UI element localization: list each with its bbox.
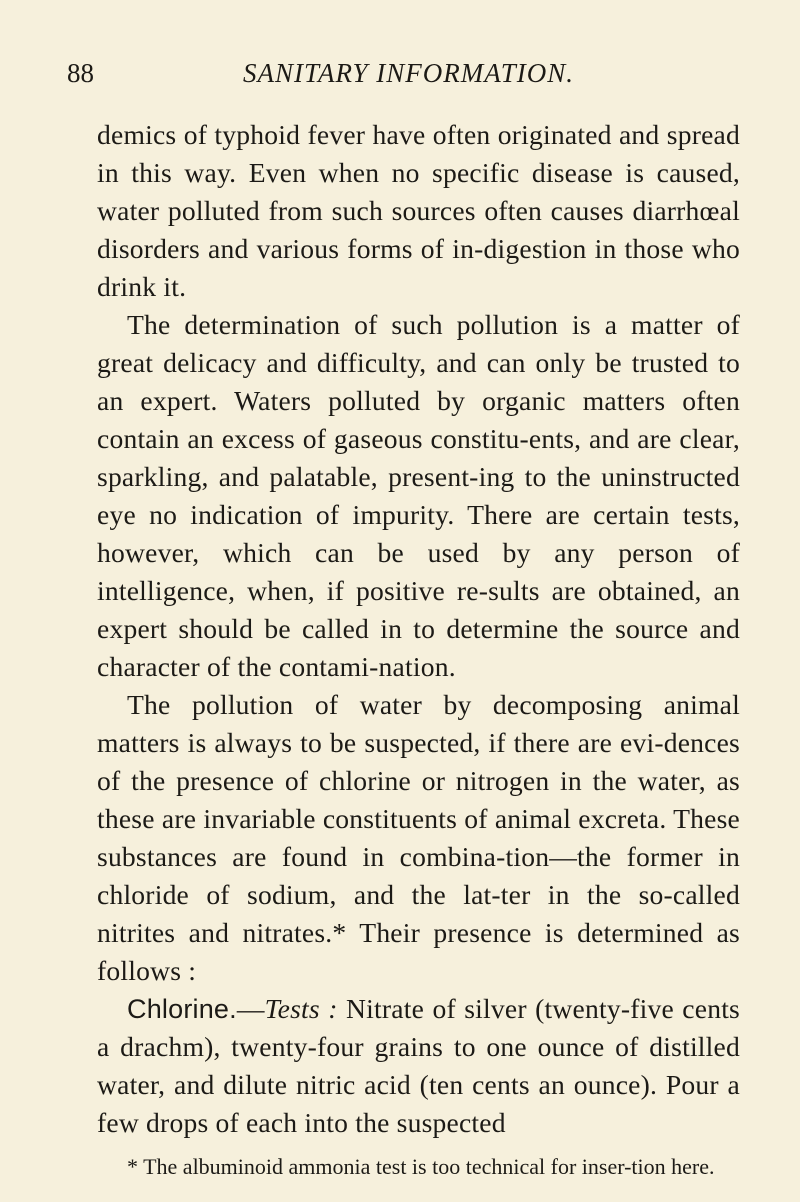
chlorine-heading: Chlorine. — [127, 994, 237, 1024]
paragraph-determination: The determination of such pollution is a matter of great delicacy and difficulty, and can only be trusted to an expert. Waters polluted by organic matters often contain an excess of gaseous constitu-ents, and are clear, sparkling, and palatable, present-ing to the uninstructed eye no indication of impurity. There are certain tests, however, which can be used by any person of intelligence, when, if positive re-sults are obtained, an expert should be called in to determine the source and character of the contami-nation. — [97, 309, 740, 682]
tests-label: Tests : — [264, 993, 338, 1024]
running-title: SANITARY INFORMATION. — [243, 58, 574, 88]
paragraph-continuation: demics of typhoid fever have often originated and spread in this way. Even when no specific disease is caused, water polluted from such sources often causes diarrhœal disorders and various forms of in-digestion in those who drink it. — [97, 119, 740, 302]
chlorine-test-text: Nitrate of silver (twenty-five cents a drachm), twenty-four grains to one ounce of distilled water, and dilute nitric acid (ten cents an ounce). Pour a few drops of each into the suspected — [97, 993, 740, 1138]
footnote: * The albuminoid ammonia test is too technical for inser-tion here. — [127, 1154, 715, 1179]
running-head — [67, 58, 740, 98]
paragraph-animal-matters: The pollution of water by decomposing animal matters is always to be suspected, if there are evi-dences of the presence of chlorine or nitrogen in the water, as these are invariable constituents of animal excreta. These substances are found in combina-tion—the former in chloride of sodium, and the lat-ter in the so-called nitrites and nitrates.* Their presence is determined as follows : — [97, 689, 740, 986]
body-text — [97, 116, 740, 1142]
em-dash: — — [236, 993, 265, 1024]
paragraph-chlorine-test — [97, 990, 740, 1142]
page-number: 88 — [67, 58, 94, 88]
